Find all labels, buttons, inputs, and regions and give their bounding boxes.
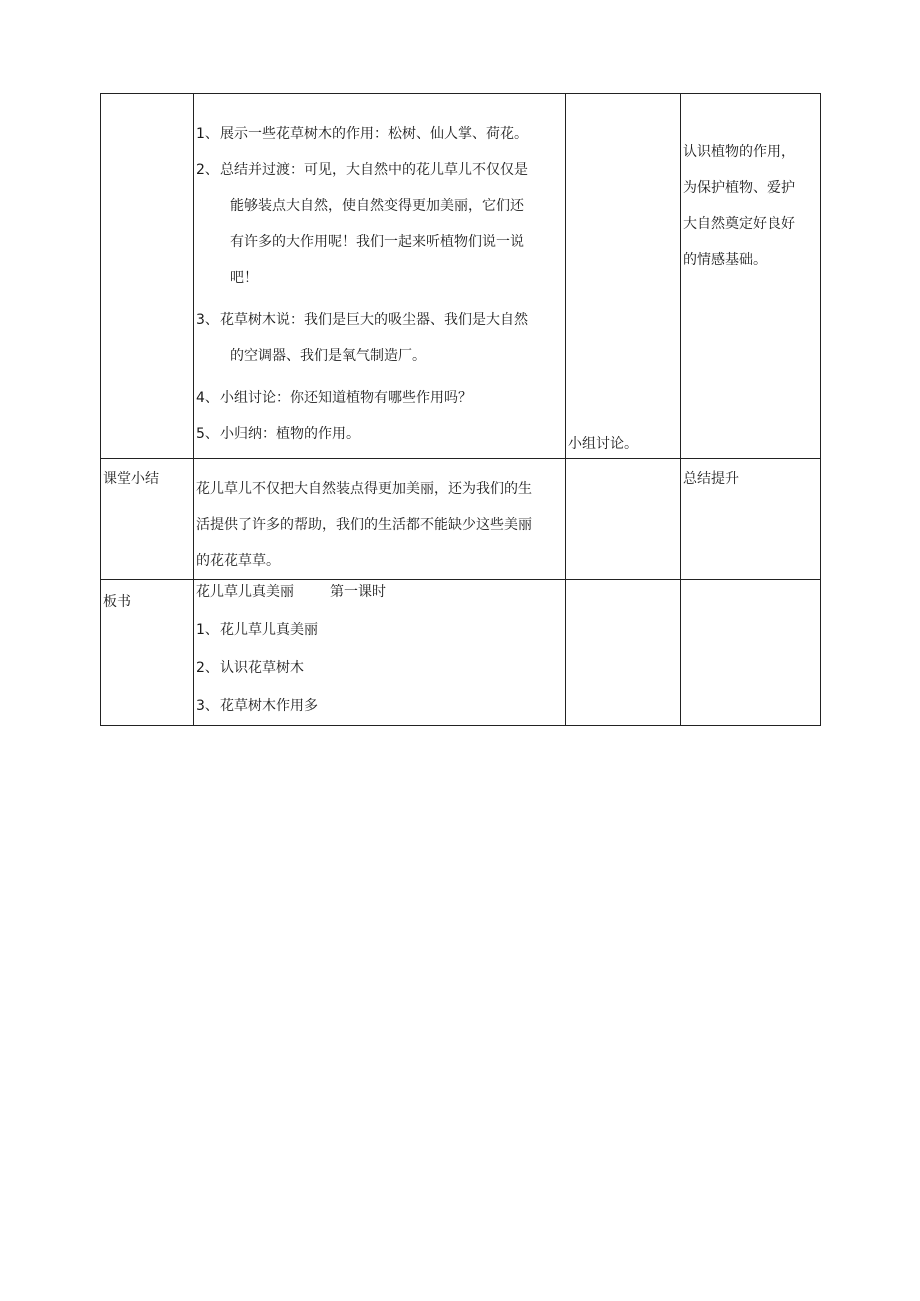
activity-steps [194,94,565,446]
summary-label-cell [101,459,194,580]
summary-label: 课堂小结 [103,471,159,487]
student-activity-text: 小组讨论。 [568,436,638,452]
board-title-line [196,580,565,604]
student-activity-cell [566,94,681,459]
step-number: 5、 [196,426,219,442]
board-lesson: 第一课时 [330,584,386,600]
step-item [196,422,561,446]
activity-content-cell [194,94,566,459]
board-item [196,694,565,718]
purpose-cell [681,94,821,459]
summary-content-cell [194,459,566,580]
board-item-number: 2、 [196,660,219,676]
board-item-text: 花草树木作用多 [220,698,318,714]
step-text-continued: 吧！ [230,270,258,286]
summary-purpose: 总结提升 [683,471,739,487]
step-text: 花草树木说：我们是巨大的吸尘器、我们是大自然 [220,312,528,328]
step-text-continued: 能够装点大自然，使自然变得更加美丽，它们还 [230,198,524,214]
step-text: 展示一些花草树木的作用：松树、仙人掌、荷花。 [220,126,528,142]
summary-line: 花儿草儿不仅把大自然装点得更加美丽，还为我们的生 [196,481,532,497]
board-item-text: 花儿草儿真美丽 [220,622,318,638]
board-title: 花儿草儿真美丽 [196,584,294,600]
board-label: 板书 [103,594,131,610]
step-number: 3、 [196,312,219,328]
step-item [196,122,561,146]
board-purpose-cell [681,580,821,726]
board-content [194,580,565,718]
summary-text [194,459,565,579]
summary-purpose-cell [681,459,821,580]
step-item [196,386,561,410]
summary-row [101,459,821,580]
step-text: 小归纳：植物的作用。 [220,426,360,442]
lesson-plan-table [100,93,821,726]
board-label-cell [101,580,194,726]
summary-line: 的花花草草。 [196,553,280,569]
step-item [196,308,561,374]
purpose-line: 的情感基础。 [683,252,767,268]
summary-student-cell [566,459,681,580]
step-number: 4、 [196,390,219,406]
board-item-text: 认识花草树木 [220,660,304,676]
board-student-cell [566,580,681,726]
step-text: 总结并过渡：可见，大自然中的花儿草儿不仅仅是 [220,162,528,178]
summary-line: 活提供了许多的帮助，我们的生活都不能缺少这些美丽 [196,517,532,533]
step-number: 1、 [196,126,219,142]
purpose-text [681,94,820,278]
step-item [196,158,561,296]
step-text-continued: 有许多的大作用呢！我们一起来听植物们说一说 [230,234,524,250]
purpose-line: 认识植物的作用， [683,144,795,160]
step-text-continued: 的空调器、我们是氧气制造厂。 [230,348,426,364]
board-row [101,580,821,726]
board-item-number: 3、 [196,698,219,714]
board-item [196,656,565,680]
step-text: 小组讨论：你还知道植物有哪些作用吗？ [220,390,472,406]
purpose-line: 大自然奠定好良好 [683,216,795,232]
board-item-number: 1、 [196,622,219,638]
purpose-line: 为保护植物、爱护 [683,180,795,196]
step-number: 2、 [196,162,219,178]
activity-label-cell [101,94,194,459]
activity-row [101,94,821,459]
board-content-cell [194,580,566,726]
board-item [196,618,565,642]
